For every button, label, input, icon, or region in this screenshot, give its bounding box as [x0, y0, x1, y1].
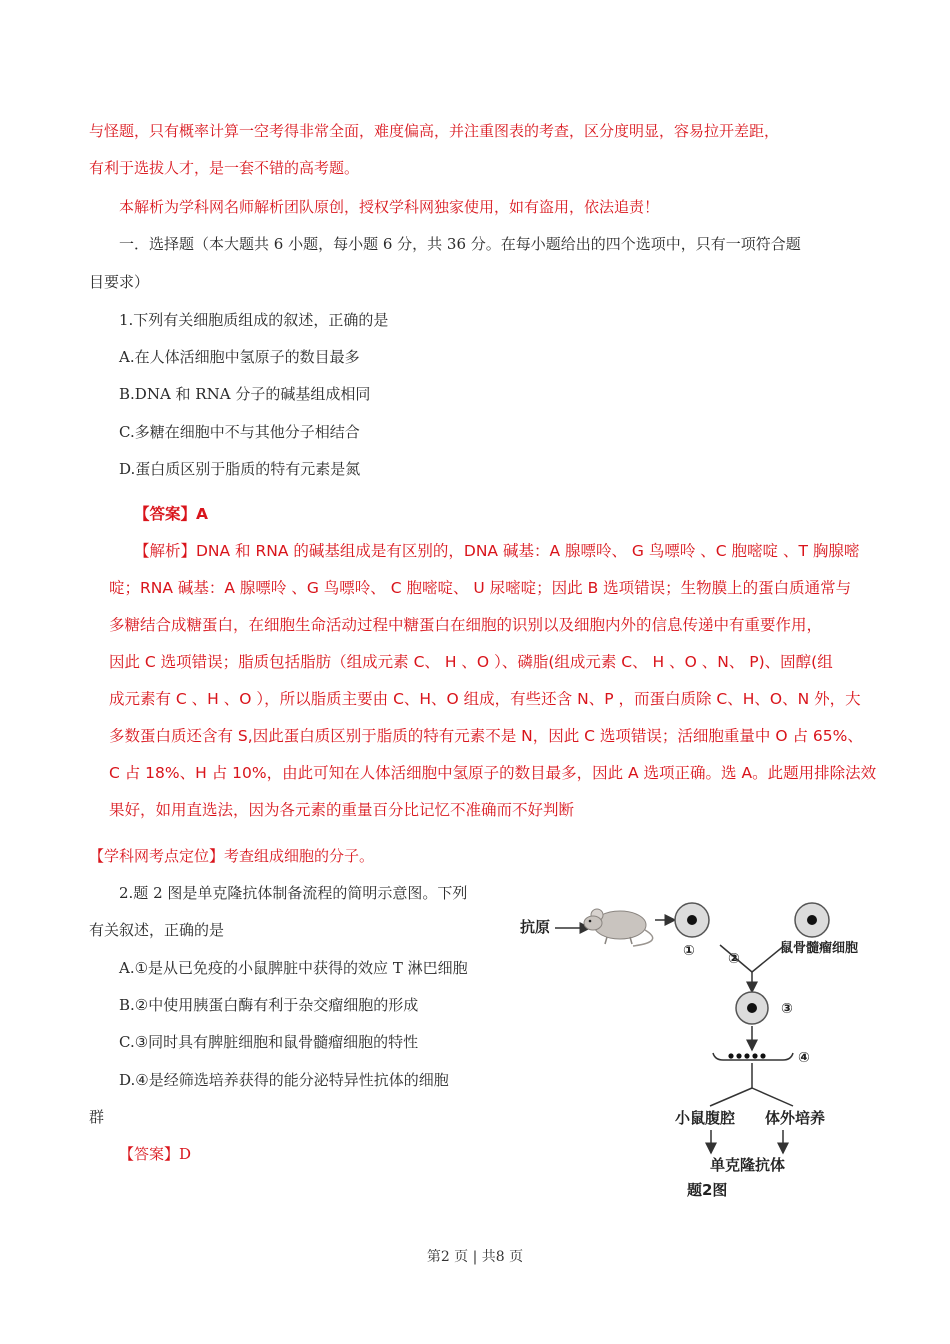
analysis-line: 成元素有 C 、H 、O ），所以脂质主要由 C、H、O 组成，有些还含 N、P ，而蛋白质除 C、H、O、N 外，大 — [109, 690, 861, 708]
label-2: ② — [728, 951, 740, 967]
figure-caption: 题2图 — [687, 1181, 728, 1199]
question-1-option-b: B.DNA 和 RNA 分子的碱基组成相同 — [119, 385, 371, 403]
analysis-line: 多数蛋白质还含有 S,因此蛋白质区别于脂质的特有元素不是 N，因此 C 选项错误；活细胞重量中 O 占 65%、 — [109, 727, 863, 745]
analysis-line: 因此 C 选项错误；脂质包括脂肪（组成元素 C、 H 、O ）、磷脂(组成元素 C、 H 、O 、N、 P)、固醇(组 — [109, 653, 833, 671]
question-2-option-d: D.④是经筛选培养获得的能分泌特异性抗体的细胞 — [119, 1071, 449, 1089]
question-2-option-c: C.③同时具有脾脏细胞和鼠骨髓瘤细胞的特性 — [119, 1033, 419, 1051]
question-2-option-b: B.②中使用胰蛋白酶有利于杂交瘤细胞的形成 — [119, 996, 419, 1014]
label-3: ③ — [781, 1001, 793, 1017]
fusion-line-right — [752, 945, 785, 972]
intro-line-1: 与怪题，只有概率计算一空考得非常全面，难度偏高，并注重图表的考查，区分度明显，容易拉开差距， — [89, 122, 780, 140]
cell-colony-icon — [713, 1053, 793, 1060]
question-1-answer: 【答案】A — [134, 505, 208, 523]
label-4: ④ — [798, 1050, 810, 1066]
spleen-cell-icon — [675, 903, 709, 937]
peritoneal-label: 小鼠腹腔 — [675, 1109, 736, 1127]
antibody-label: 单克隆抗体 — [710, 1156, 786, 1174]
question-2-option-a: A.①是从已免疫的小鼠脾脏中获得的效应 T 淋巴细胞 — [119, 959, 468, 977]
hybridoma-cell-icon — [736, 992, 768, 1024]
intro-line-2: 有利于选拔人才，是一套不错的高考题。 — [89, 159, 360, 177]
question-2-stem-line-1: 2.题 2 图是单克隆抗体制备流程的简明示意图。下列 — [119, 884, 468, 902]
section-heading-line-2: 目要求） — [89, 273, 150, 291]
analysis-line: 【解析】DNA 和 RNA 的碱基组成是有区别的，DNA 碱基：A 腺嘌呤、 G 鸟嘌呤 、C 胞嘧啶 、T 胸腺嘧 — [134, 542, 860, 560]
question-1-option-c: C.多糖在细胞中不与其他分子相结合 — [119, 423, 360, 441]
page-footer: 第2 页 | 共8 页 — [426, 1249, 524, 1265]
question-2-stem-line-2: 有关叙述，正确的是 — [89, 921, 225, 939]
analysis-line: C 占 18%、H 占 10%，由此可知在人体活细胞中氢原子的数目最多，因此 A 选项正确。选 A。此题用排除法效 — [109, 764, 877, 782]
myeloma-label: 鼠骨髓瘤细胞 — [780, 941, 859, 956]
question-2-option-d-wrap: 群 — [89, 1108, 105, 1126]
split-left — [710, 1088, 752, 1106]
question-1-option-d: D.蛋白质区别于脂质的特有元素是氮 — [119, 460, 361, 478]
myeloma-cell-icon — [795, 903, 829, 937]
question-2-answer: 【答案】D — [119, 1145, 192, 1163]
culture-label: 体外培养 — [765, 1109, 826, 1127]
copyright-notice: 本解析为学科网名师解析团队原创，授权学科网独家使用，如有盗用，依法追责！ — [119, 198, 660, 216]
analysis-line: 啶；RNA 碱基：A 腺嘌呤 、G 鸟嘌呤、 C 胞嘧啶、 U 尿嘧啶；因此 B 选项错误；生物膜上的蛋白质通常与 — [109, 579, 852, 597]
antigen-label: 抗原 — [520, 918, 551, 936]
question-1-stem: 1.下列有关细胞质组成的叙述，正确的是 — [119, 311, 389, 329]
monoclonal-antibody-diagram — [515, 890, 895, 1210]
split-right — [752, 1088, 793, 1106]
question-1-option-a: A.在人体活细胞中氢原子的数目最多 — [119, 348, 360, 366]
mouse-icon — [584, 909, 653, 946]
label-1: ① — [683, 943, 695, 959]
analysis-line: 多糖结合成糖蛋白，在细胞生命活动过程中糖蛋白在细胞的识别以及细胞内外的信息传递中有重要作用， — [109, 616, 823, 634]
section-heading-line-1: 一．选择题（本大题共 6 小题，每小题 6 分，共 36 分。在每小题给出的四个选项中，只有一项符合题 — [119, 235, 801, 253]
analysis-line: 果好，如用直选法，因为各元素的重量百分比记忆不准确而不好判断 — [109, 801, 575, 819]
knowledge-point: 【学科网考点定位】考查组成细胞的分子。 — [89, 847, 375, 865]
